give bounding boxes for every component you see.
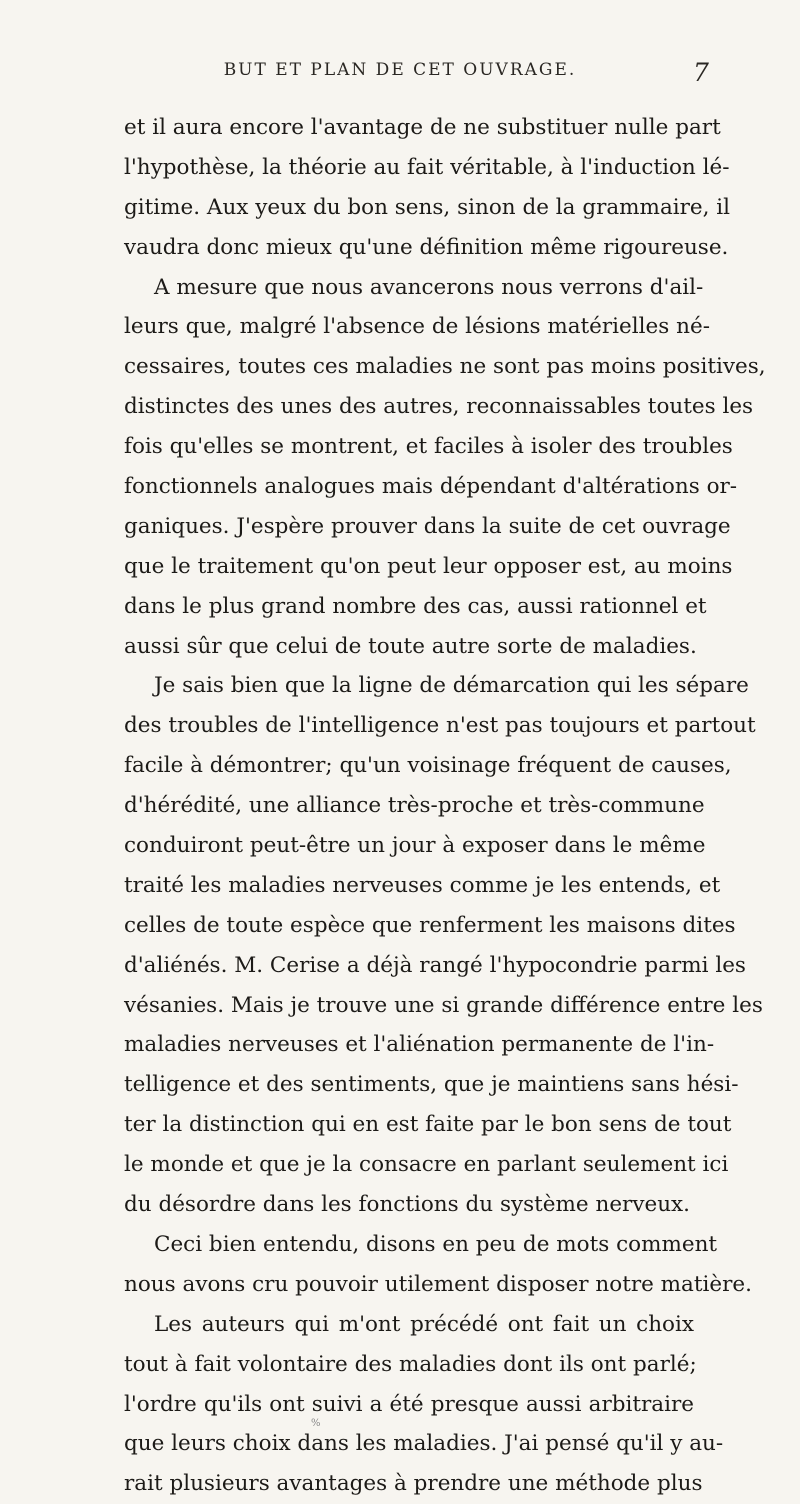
page-number: 7 (693, 58, 709, 87)
ink-speck: % (311, 1418, 321, 1429)
text-line: Je sais bien que la ligne de démarcation qui les sépare (154, 673, 749, 699)
text-line: que le traitement qu'on peut leur opposer est, au moins (124, 553, 733, 579)
text-line: l'ordre qu'ils ont suivi a été presque aussi arbitraire (124, 1391, 694, 1417)
text-line: gitime. Aux yeux du bon sens, sinon de la grammaire, il (124, 194, 731, 220)
text-line: ter la distinction qui en est faite par le bon sens de tout (124, 1112, 732, 1138)
text-line: et il aura encore l'avantage de ne substituer nulle part (124, 115, 721, 140)
text-line: celles de toute espèce que renferment les maisons dites (124, 912, 736, 938)
text-line: leurs que, malgré l'absence de lésions matérielles né- (124, 314, 710, 340)
text-line: cessaires, toutes ces maladies ne sont pas moins positives, (124, 354, 766, 380)
text-line: distinctes des unes des autres, reconnaissables toutes les (124, 394, 754, 420)
text-line: nous avons cru pouvoir utilement disposer notre matière. (124, 1271, 752, 1297)
text-line: tout à fait volontaire des maladies dont ils ont parlé; (124, 1351, 697, 1377)
text-line: Ceci bien entendu, disons en peu de mots comment (154, 1231, 718, 1257)
text-line: des troubles de l'intelligence n'est pas toujours et partout (124, 713, 756, 739)
text-line: conduiront peut-être un jour à exposer dans le même (124, 833, 706, 859)
text-line: facile à démontrer; qu'un voisinage fréquent de causes, (124, 753, 732, 779)
text-line: vaudra donc mieux qu'une définition même rigoureuse. (124, 234, 729, 260)
text-line: fois qu'elles se montrent, et faciles à isoler des troubles (124, 434, 733, 460)
text-line: telligence et des sentiments, que je maintiens sans hési- (124, 1072, 739, 1098)
text-line: ganiques. J'espère prouver dans la suite de cet ouvrage (124, 513, 731, 539)
text-line: vésanies. Mais je trouve une si grande différence entre les (124, 992, 763, 1018)
text-line: fonctionnels analogues mais dépendant d'altérations or- (124, 474, 738, 500)
text-line: d'hérédité, une alliance très-proche et très-commune (124, 793, 705, 819)
text-line: aussi sûr que celui de toute autre sorte de maladies. (124, 633, 697, 659)
text-line: du désordre dans les fonctions du système nerveux. (124, 1192, 691, 1218)
text-line: le monde et que je la consacre en parlant seulement ici (124, 1152, 729, 1178)
text-line: que leurs choix dans les maladies. J'ai pensé qu'il y au- (124, 1431, 724, 1457)
body-text (124, 108, 766, 1504)
running-head: BUT ET PLAN DE CET OUVRAGE. (223, 60, 577, 80)
text-line: Les auteurs qui m'ont précédé ont fait un choix (154, 1311, 694, 1337)
text-line: l'hypothèse, la théorie au fait véritable, à l'induction lé- (124, 154, 730, 180)
text-line: rait plusieurs avantages à prendre une méthode plus (124, 1471, 703, 1497)
text-line: maladies nerveuses et l'aliénation permanente de l'in- (124, 1032, 715, 1058)
text-line: A mesure que nous avancerons nous verrons d'ail- (154, 274, 704, 300)
text-line: d'aliénés. M. Cerise a déjà rangé l'hypocondrie parmi les (124, 952, 746, 978)
text-line: traité les maladies nerveuses comme je les entends, et (124, 872, 721, 898)
text-line: dans le plus grand nombre des cas, aussi rationnel et (124, 593, 707, 619)
